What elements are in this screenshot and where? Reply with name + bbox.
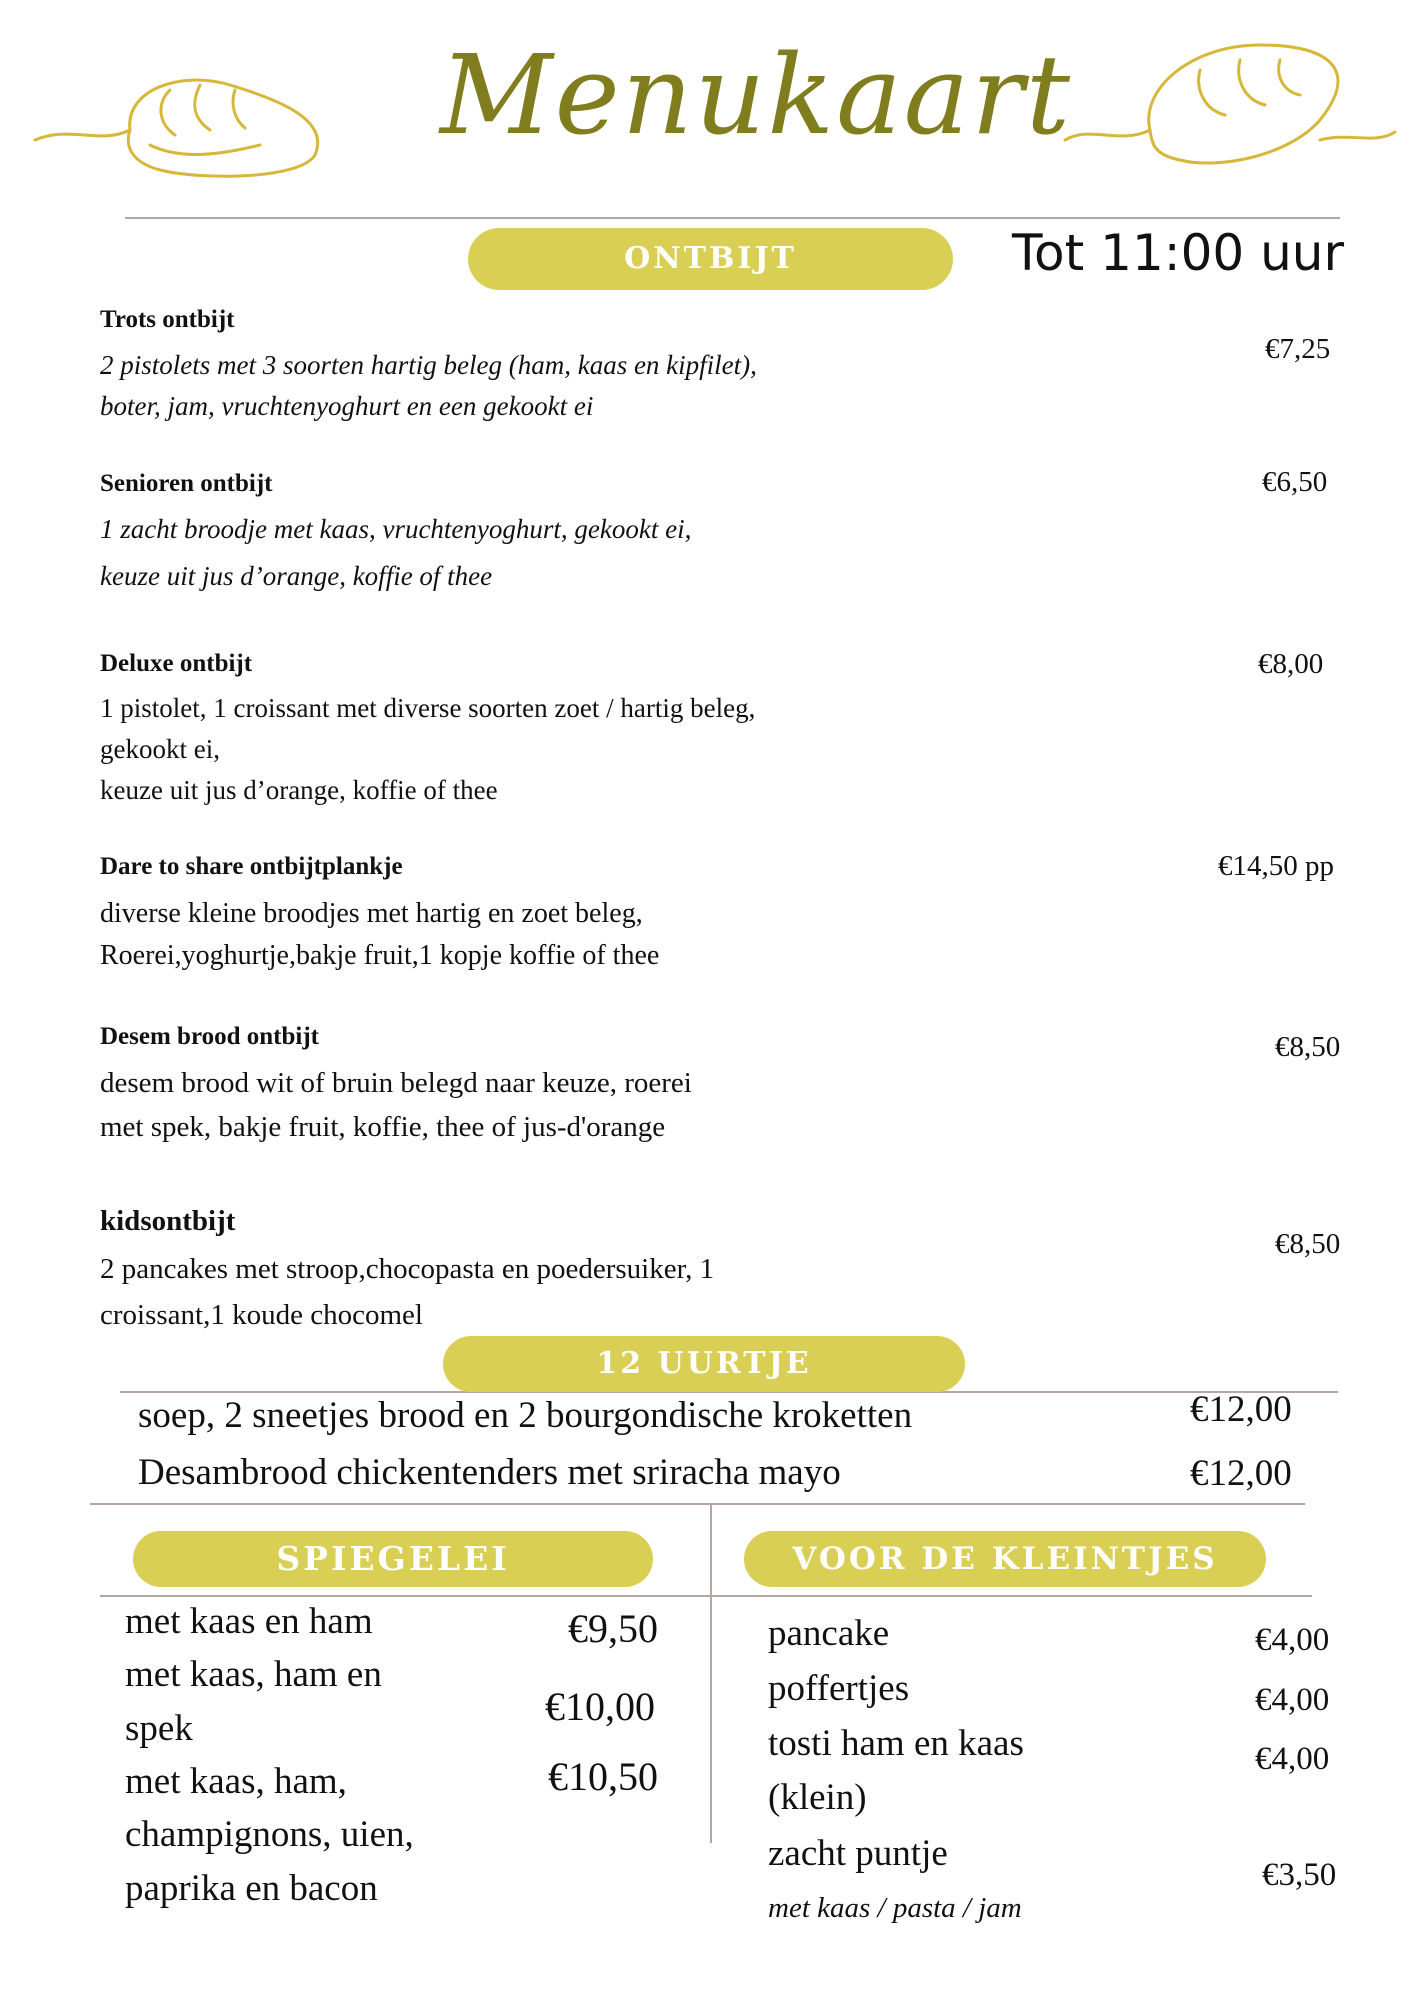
section-heading-ontbijt: ONTBIJT xyxy=(468,228,953,290)
spiegelei-item: champignons, uien, xyxy=(125,1814,414,1855)
kleintjes-price: €4,00 xyxy=(1255,1682,1330,1718)
lunch-item-price: €12,00 xyxy=(1190,1389,1292,1430)
kleintjes-item: poffertjes xyxy=(768,1668,910,1709)
divider xyxy=(125,217,1340,219)
item-desc: gekookt ei, xyxy=(100,734,220,764)
item-name: Dare to share ontbijtplankje xyxy=(100,853,403,880)
kleintjes-item: pancake xyxy=(768,1613,890,1654)
item-price: €14,50 pp xyxy=(1218,850,1334,882)
kleintjes-item: zacht puntje xyxy=(768,1833,948,1874)
kleintjes-item: (klein) xyxy=(768,1777,867,1818)
item-price: €7,25 xyxy=(1265,333,1331,365)
opening-hours: Tot 11:00 uur xyxy=(1012,224,1345,282)
kleintjes-item: tosti ham en kaas xyxy=(768,1723,1024,1764)
item-desc: 2 pancakes met stroop,chocopasta en poedersuiker, 1 xyxy=(100,1253,715,1285)
item-desc: 2 pistolets met 3 soorten hartig beleg (ham, kaas en kipfilet), xyxy=(100,350,757,380)
spiegelei-price: €10,50 xyxy=(548,1754,658,1799)
spiegelei-item: met kaas, ham en xyxy=(125,1654,382,1695)
kleintjes-price: €3,50 xyxy=(1262,1857,1337,1893)
spiegelei-price: €10,00 xyxy=(545,1684,655,1729)
item-desc: diverse kleine broodjes met hartig en zoet beleg, xyxy=(100,898,643,929)
divider xyxy=(90,1503,1305,1505)
section-heading-spiegelei: SPIEGELEI xyxy=(133,1531,653,1587)
lunch-item-name: Desambrood chickentenders met sriracha mayo xyxy=(138,1452,841,1493)
item-name: kidsontbijt xyxy=(100,1205,236,1237)
divider xyxy=(100,1595,712,1597)
section-heading-kleintjes: VOOR DE KLEINTJES xyxy=(744,1531,1266,1587)
item-desc: keuze uit jus d’orange, koffie of thee xyxy=(100,561,493,591)
item-desc: met spek, bakje fruit, koffie, thee of jus-d'orange xyxy=(100,1111,666,1143)
kleintjes-item-sub: met kaas / pasta / jam xyxy=(768,1892,1022,1924)
item-price: €8,50 xyxy=(1275,1031,1341,1063)
spiegelei-item: met kaas, ham, xyxy=(125,1761,347,1802)
item-desc: desem brood wit of bruin belegd naar keuze, roerei xyxy=(100,1067,692,1099)
item-name: Deluxe ontbijt xyxy=(100,650,253,677)
kleintjes-price: €4,00 xyxy=(1255,1622,1330,1658)
bread-illustration-left xyxy=(30,50,350,190)
item-price: €6,50 xyxy=(1262,466,1328,498)
item-name: Trots ontbijt xyxy=(100,306,235,333)
spiegelei-item: spek xyxy=(125,1708,193,1749)
item-name: Desem brood ontbijt xyxy=(100,1023,319,1050)
bread-illustration-right xyxy=(1060,20,1400,180)
item-price: €8,50 xyxy=(1275,1228,1341,1260)
spiegelei-price: €9,50 xyxy=(568,1606,658,1651)
page-title: Menukaart xyxy=(440,31,1073,159)
item-desc: 1 zacht broodje met kaas, vruchtenyoghurt, gekookt ei, xyxy=(100,514,692,544)
item-desc: 1 pistolet, 1 croissant met diverse soorten zoet / hartig beleg, xyxy=(100,693,756,723)
kleintjes-price: €4,00 xyxy=(1255,1741,1330,1777)
section-heading-12-uurtje: 12 UURTJE xyxy=(443,1336,965,1392)
item-desc: boter, jam, vruchtenyoghurt en een gekookt ei xyxy=(100,391,594,421)
column-divider xyxy=(710,1503,712,1843)
item-desc: Roerei,yoghurtje,bakje fruit,1 kopje koffie of thee xyxy=(100,940,660,971)
item-desc: keuze uit jus d’orange, koffie of thee xyxy=(100,775,498,805)
item-name: Senioren ontbijt xyxy=(100,470,273,497)
spiegelei-item: paprika en bacon xyxy=(125,1868,378,1909)
item-desc: croissant,1 koude chocomel xyxy=(100,1299,423,1331)
spiegelei-item: met kaas en ham xyxy=(125,1601,373,1642)
item-price: €8,00 xyxy=(1258,648,1324,680)
lunch-item-price: €12,00 xyxy=(1190,1453,1292,1494)
divider xyxy=(712,1595,1312,1597)
lunch-item-name: soep, 2 sneetjes brood en 2 bourgondische kroketten xyxy=(138,1395,913,1436)
